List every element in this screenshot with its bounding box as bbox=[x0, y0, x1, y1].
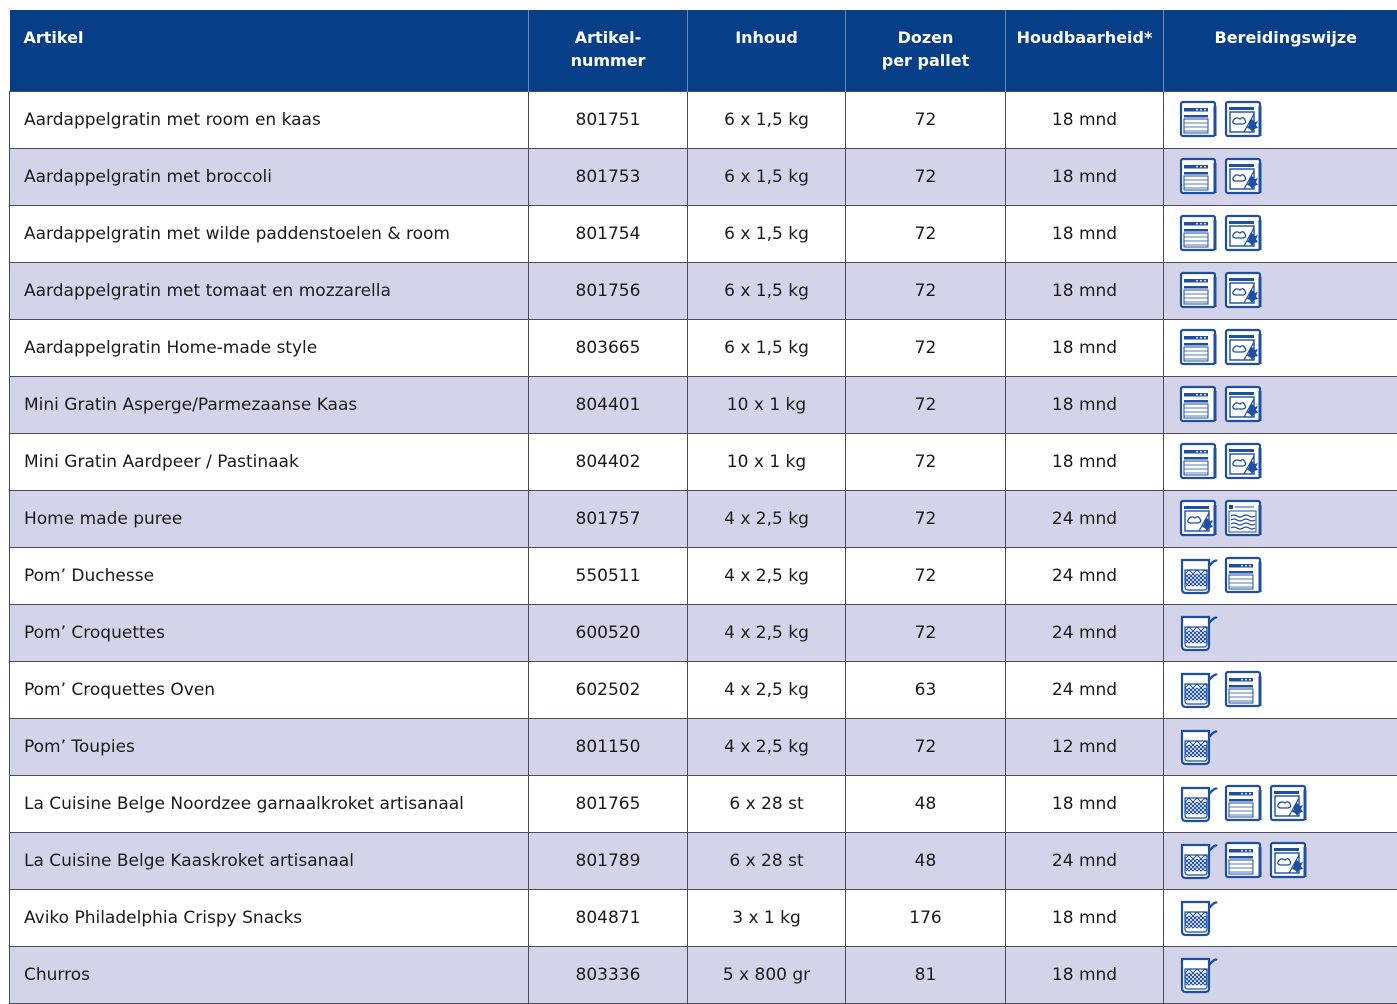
oven-icon bbox=[1224, 556, 1264, 596]
cell-inhoud: 6 x 1,5 kg bbox=[688, 149, 846, 206]
oven-icon bbox=[1224, 784, 1264, 824]
cell-artikel: Mini Gratin Asperge/Parmezaanse Kaas bbox=[10, 377, 529, 434]
cell-houdbaarheid: 18 mnd bbox=[1006, 206, 1164, 263]
cell-houdbaarheid: 18 mnd bbox=[1006, 263, 1164, 320]
cell-artikelnummer: 804401 bbox=[529, 377, 688, 434]
cell-inhoud: 6 x 28 st bbox=[688, 776, 846, 833]
cell-artikel: Pom’ Duchesse bbox=[10, 548, 529, 605]
cell-inhoud: 10 x 1 kg bbox=[688, 377, 846, 434]
microwave-icon bbox=[1224, 442, 1264, 482]
cell-artikelnummer: 801753 bbox=[529, 149, 688, 206]
microwave-icon bbox=[1224, 214, 1264, 254]
cell-dozen: 63 bbox=[846, 662, 1006, 719]
oven-icon bbox=[1179, 100, 1219, 140]
cell-bereidingswijze bbox=[1164, 206, 1397, 263]
oven-icon bbox=[1224, 841, 1264, 881]
cell-inhoud: 6 x 1,5 kg bbox=[688, 206, 846, 263]
cell-artikel: Pom’ Toupies bbox=[10, 719, 529, 776]
cell-dozen: 48 bbox=[846, 776, 1006, 833]
table-row bbox=[10, 92, 1397, 149]
cell-houdbaarheid: 18 mnd bbox=[1006, 92, 1164, 149]
cell-artikelnummer: 602502 bbox=[529, 662, 688, 719]
oven-icon bbox=[1179, 214, 1219, 254]
cell-houdbaarheid: 18 mnd bbox=[1006, 149, 1164, 206]
fryer-icon bbox=[1179, 670, 1219, 710]
cell-inhoud: 6 x 28 st bbox=[688, 833, 846, 890]
cell-dozen: 72 bbox=[846, 92, 1006, 149]
cell-houdbaarheid: 18 mnd bbox=[1006, 776, 1164, 833]
table-row bbox=[10, 434, 1397, 491]
cell-inhoud: 4 x 2,5 kg bbox=[688, 491, 846, 548]
header-inhoud: Inhoud bbox=[688, 10, 846, 92]
fryer-icon bbox=[1179, 727, 1219, 767]
cell-artikel: La Cuisine Belge Kaaskroket artisanaal bbox=[10, 833, 529, 890]
cell-artikel: La Cuisine Belge Noordzee garnaalkroket artisanaal bbox=[10, 776, 529, 833]
cell-houdbaarheid: 24 mnd bbox=[1006, 833, 1164, 890]
microwave-icon bbox=[1224, 100, 1264, 140]
table-row bbox=[10, 605, 1397, 662]
cell-artikel: Aardappelgratin Home-made style bbox=[10, 320, 529, 377]
oven-icon bbox=[1179, 157, 1219, 197]
header-bereidingswijze: Bereidingswijze bbox=[1164, 10, 1397, 92]
table-header-row bbox=[10, 10, 1397, 92]
cell-artikelnummer: 801754 bbox=[529, 206, 688, 263]
cell-inhoud: 4 x 2,5 kg bbox=[688, 662, 846, 719]
fryer-icon bbox=[1179, 784, 1219, 824]
microwave-icon bbox=[1179, 499, 1219, 539]
table-row bbox=[10, 491, 1397, 548]
cell-inhoud: 4 x 2,5 kg bbox=[688, 548, 846, 605]
cell-artikel: Aardappelgratin met wilde paddenstoelen & room bbox=[10, 206, 529, 263]
oven-icon bbox=[1179, 385, 1219, 425]
table-row bbox=[10, 149, 1397, 206]
oven-icon bbox=[1179, 328, 1219, 368]
cell-artikelnummer: 801150 bbox=[529, 719, 688, 776]
cell-artikel: Aardappelgratin met tomaat en mozzarella bbox=[10, 263, 529, 320]
cell-bereidingswijze bbox=[1164, 833, 1397, 890]
cell-artikelnummer: 801751 bbox=[529, 92, 688, 149]
cell-bereidingswijze bbox=[1164, 149, 1397, 206]
cell-houdbaarheid: 18 mnd bbox=[1006, 377, 1164, 434]
cell-artikel: Churros bbox=[10, 947, 529, 1004]
cell-artikelnummer: 600520 bbox=[529, 605, 688, 662]
cell-bereidingswijze bbox=[1164, 92, 1397, 149]
header-artikel: Artikel bbox=[10, 10, 529, 92]
header-dozen: Dozen per pallet bbox=[846, 10, 1006, 92]
oven-icon bbox=[1224, 670, 1264, 710]
microwave-icon bbox=[1269, 841, 1309, 881]
cell-houdbaarheid: 24 mnd bbox=[1006, 605, 1164, 662]
cell-houdbaarheid: 18 mnd bbox=[1006, 320, 1164, 377]
table-row bbox=[10, 833, 1397, 890]
cell-artikel: Pom’ Croquettes Oven bbox=[10, 662, 529, 719]
cell-inhoud: 3 x 1 kg bbox=[688, 890, 846, 947]
cell-inhoud: 10 x 1 kg bbox=[688, 434, 846, 491]
microwave-icon bbox=[1224, 271, 1264, 311]
table-row bbox=[10, 947, 1397, 1004]
table-row bbox=[10, 719, 1397, 776]
cell-houdbaarheid: 18 mnd bbox=[1006, 890, 1164, 947]
fryer-icon bbox=[1179, 955, 1219, 995]
microwave-icon bbox=[1224, 385, 1264, 425]
fryer-icon bbox=[1179, 613, 1219, 653]
cell-artikelnummer: 801756 bbox=[529, 263, 688, 320]
cell-houdbaarheid: 24 mnd bbox=[1006, 548, 1164, 605]
cell-bereidingswijze bbox=[1164, 776, 1397, 833]
table-row bbox=[10, 377, 1397, 434]
bain-marie-icon bbox=[1224, 499, 1264, 539]
cell-inhoud: 4 x 2,5 kg bbox=[688, 719, 846, 776]
cell-artikelnummer: 804402 bbox=[529, 434, 688, 491]
cell-inhoud: 6 x 1,5 kg bbox=[688, 320, 846, 377]
cell-dozen: 72 bbox=[846, 548, 1006, 605]
cell-artikelnummer: 804871 bbox=[529, 890, 688, 947]
oven-icon bbox=[1179, 271, 1219, 311]
cell-houdbaarheid: 12 mnd bbox=[1006, 719, 1164, 776]
cell-artikel: Mini Gratin Aardpeer / Pastinaak bbox=[10, 434, 529, 491]
header-houdbaarheid: Houdbaarheid* bbox=[1006, 10, 1164, 92]
cell-houdbaarheid: 24 mnd bbox=[1006, 662, 1164, 719]
cell-artikelnummer: 803336 bbox=[529, 947, 688, 1004]
header-artikelnummer: Artikel- nummer bbox=[529, 10, 688, 92]
oven-icon bbox=[1179, 442, 1219, 482]
cell-artikel: Aviko Philadelphia Crispy Snacks bbox=[10, 890, 529, 947]
table-row bbox=[10, 263, 1397, 320]
cell-artikelnummer: 801757 bbox=[529, 491, 688, 548]
cell-dozen: 176 bbox=[846, 890, 1006, 947]
cell-bereidingswijze bbox=[1164, 263, 1397, 320]
cell-dozen: 72 bbox=[846, 719, 1006, 776]
cell-bereidingswijze bbox=[1164, 548, 1397, 605]
cell-inhoud: 4 x 2,5 kg bbox=[688, 605, 846, 662]
cell-houdbaarheid: 18 mnd bbox=[1006, 947, 1164, 1004]
cell-artikelnummer: 803665 bbox=[529, 320, 688, 377]
cell-inhoud: 6 x 1,5 kg bbox=[688, 263, 846, 320]
fryer-icon bbox=[1179, 841, 1219, 881]
cell-bereidingswijze bbox=[1164, 719, 1397, 776]
cell-bereidingswijze bbox=[1164, 491, 1397, 548]
microwave-icon bbox=[1269, 784, 1309, 824]
cell-artikelnummer: 801765 bbox=[529, 776, 688, 833]
fryer-icon bbox=[1179, 898, 1219, 938]
cell-dozen: 81 bbox=[846, 947, 1006, 1004]
cell-dozen: 48 bbox=[846, 833, 1006, 890]
cell-artikelnummer: 801789 bbox=[529, 833, 688, 890]
cell-dozen: 72 bbox=[846, 377, 1006, 434]
table-row bbox=[10, 548, 1397, 605]
cell-dozen: 72 bbox=[846, 320, 1006, 377]
cell-dozen: 72 bbox=[846, 149, 1006, 206]
cell-houdbaarheid: 24 mnd bbox=[1006, 491, 1164, 548]
cell-bereidingswijze bbox=[1164, 605, 1397, 662]
cell-dozen: 72 bbox=[846, 434, 1006, 491]
cell-dozen: 72 bbox=[846, 263, 1006, 320]
table-body bbox=[10, 92, 1397, 1004]
cell-dozen: 72 bbox=[846, 206, 1006, 263]
product-table bbox=[9, 10, 1397, 1004]
table-row bbox=[10, 890, 1397, 947]
table-row bbox=[10, 662, 1397, 719]
cell-bereidingswijze bbox=[1164, 662, 1397, 719]
cell-bereidingswijze bbox=[1164, 320, 1397, 377]
cell-bereidingswijze bbox=[1164, 947, 1397, 1004]
cell-dozen: 72 bbox=[846, 605, 1006, 662]
cell-dozen: 72 bbox=[846, 491, 1006, 548]
cell-bereidingswijze bbox=[1164, 434, 1397, 491]
cell-artikel: Aardappelgratin met broccoli bbox=[10, 149, 529, 206]
cell-bereidingswijze bbox=[1164, 377, 1397, 434]
cell-inhoud: 5 x 800 gr bbox=[688, 947, 846, 1004]
microwave-icon bbox=[1224, 328, 1264, 368]
cell-artikel: Aardappelgratin met room en kaas bbox=[10, 92, 529, 149]
table-row bbox=[10, 320, 1397, 377]
cell-bereidingswijze bbox=[1164, 890, 1397, 947]
table-row bbox=[10, 776, 1397, 833]
fryer-icon bbox=[1179, 556, 1219, 596]
cell-artikelnummer: 550511 bbox=[529, 548, 688, 605]
table-row bbox=[10, 206, 1397, 263]
microwave-icon bbox=[1224, 157, 1264, 197]
cell-inhoud: 6 x 1,5 kg bbox=[688, 92, 846, 149]
cell-houdbaarheid: 18 mnd bbox=[1006, 434, 1164, 491]
cell-artikel: Home made puree bbox=[10, 491, 529, 548]
cell-artikel: Pom’ Croquettes bbox=[10, 605, 529, 662]
